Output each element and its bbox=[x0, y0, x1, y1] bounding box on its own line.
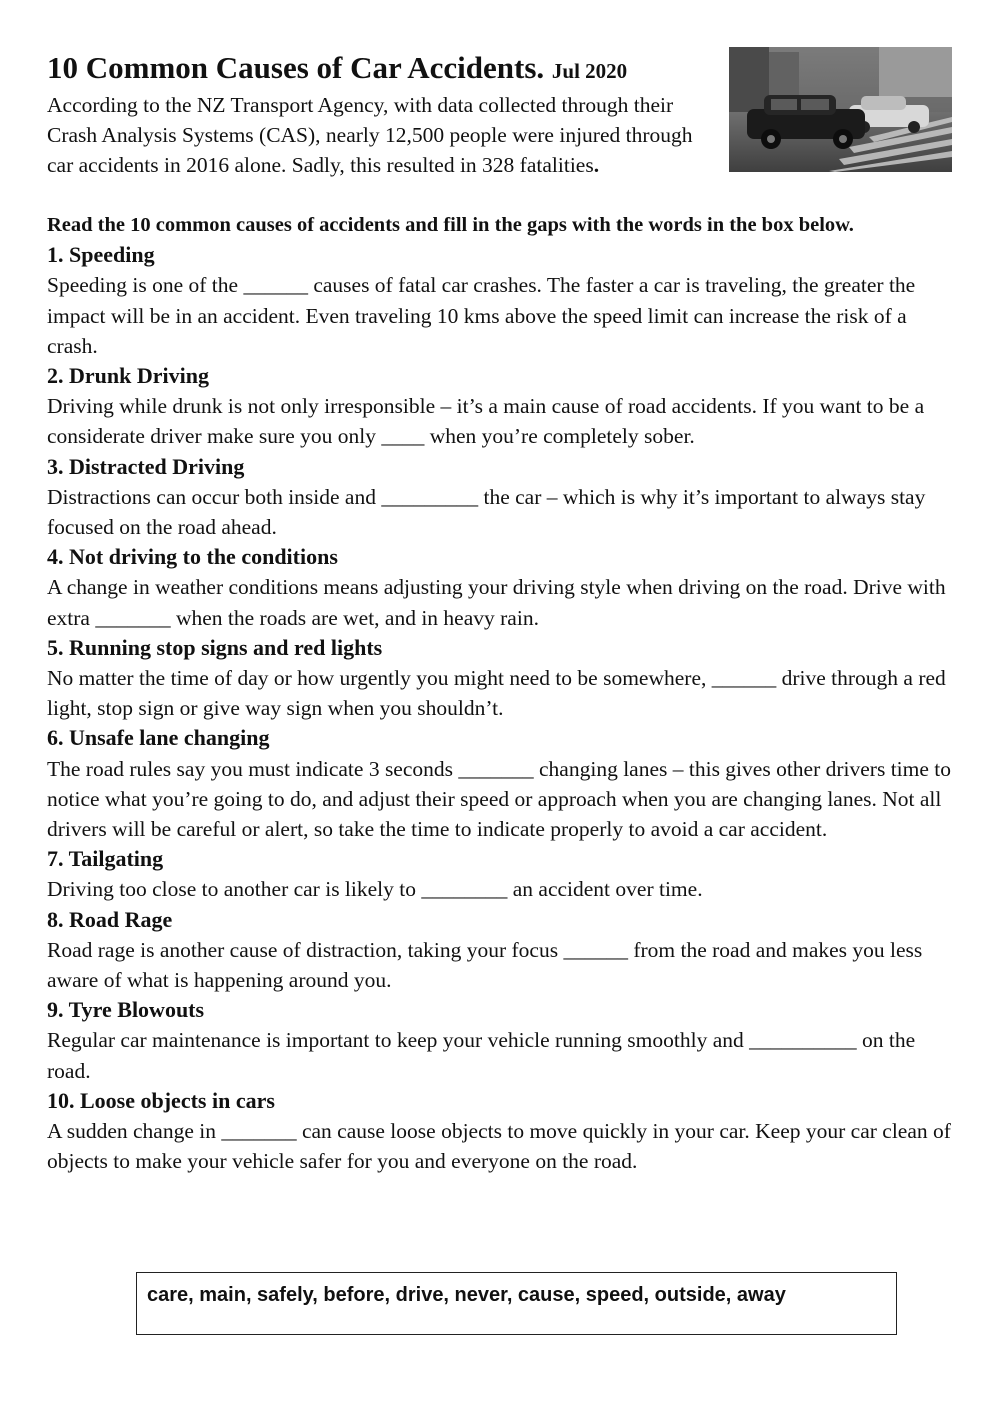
section-text: Road rage is another cause of distraction, taking your focus ______ from the road and makes you less aware of what is happening around you. bbox=[47, 937, 923, 993]
section-text: Driving while drunk is not only irresponsible – it’s a main cause of road accidents. If you want to be a considerate driver make sure you only ____ when you’re completely sober. bbox=[47, 394, 925, 449]
section-text: A change in weather conditions means adjusting your driving style when driving on the road. Drive with extra _______ when the roads are wet, and in heavy rain. bbox=[47, 575, 946, 630]
section-tailgating bbox=[47, 844, 962, 904]
section-heading: 4. Not driving to the conditions bbox=[47, 544, 338, 570]
section-heading: 5. Running stop signs and red lights bbox=[47, 634, 383, 660]
section-heading: 9. Tyre Blowouts bbox=[47, 997, 205, 1023]
section-text: Distractions can occur both inside and _________ the car – which is why it’s important to always stay focused on the road ahead. bbox=[47, 484, 926, 540]
page-title bbox=[47, 50, 707, 89]
section-stop-signs bbox=[47, 633, 962, 724]
word-bank-text: care, main, safely, before, drive, never, cause, speed, outside, away bbox=[147, 1284, 786, 1306]
instructions: Read the 10 common causes of accidents and fill in the gaps with the words in the box below. bbox=[47, 214, 854, 236]
section-speeding bbox=[47, 240, 962, 361]
section-conditions bbox=[47, 542, 962, 633]
section-heading: 10. Loose objects in cars bbox=[47, 1087, 275, 1113]
section-text: Driving too close to another car is likely to ________ an accident over time. bbox=[47, 877, 703, 902]
title-text: 10 Common Causes of Car Accidents. bbox=[47, 50, 545, 85]
section-heading: 6. Unsafe lane changing bbox=[47, 725, 270, 751]
section-tyre-blowouts bbox=[47, 995, 962, 1086]
section-text: No matter the time of day or how urgently you might need to be somewhere, ______ drive through a red light, stop sign or give way sign when you shouldn’t. bbox=[47, 666, 946, 721]
car-street-photo bbox=[729, 47, 952, 172]
intro-end: . bbox=[593, 153, 600, 178]
section-heading: 1. Speeding bbox=[47, 242, 155, 268]
intro-paragraph bbox=[47, 90, 717, 181]
section-text: A sudden change in _______ can cause loose objects to move quickly in your car. Keep your car clean of objects to make your vehicle safer for you and everyone on the road. bbox=[47, 1119, 951, 1174]
section-heading: 3. Distracted Driving bbox=[47, 453, 245, 479]
worksheet-body bbox=[47, 210, 962, 1177]
section-text: Regular car maintenance is important to keep your vehicle running smoothly and __________ on the road. bbox=[47, 1028, 916, 1083]
word-bank-box bbox=[136, 1272, 897, 1335]
section-drunk-driving bbox=[47, 361, 962, 452]
section-lane-changing bbox=[47, 723, 962, 844]
title-date: Jul 2020 bbox=[551, 59, 628, 83]
section-heading: 7. Tailgating bbox=[47, 846, 164, 872]
section-text: The road rules say you must indicate 3 seconds _______ changing lanes – this gives other drivers time to notice what you’re going to do, and adjust their speed or approach when you are changing lanes. Not all drivers will be careful or alert, so take the time to indicate properly to avoid a car accident. bbox=[47, 756, 952, 842]
section-heading: 8. Road Rage bbox=[47, 906, 173, 932]
section-distracted-driving bbox=[47, 452, 962, 543]
intro-text: According to the NZ Transport Agency, with data collected through their Crash Analysis Systems (CAS), nearly 12,500 people were injured through car accidents in 2016 alone. Sadly, this resulted in 328 fatalities bbox=[47, 93, 693, 178]
car-street-image bbox=[729, 47, 952, 172]
section-text: Speeding is one of the ______ causes of fatal car crashes. The faster a car is traveling, the greater the impact will be in an accident. Even traveling 10 kms above the speed limit can increase the risk of a crash. bbox=[47, 273, 916, 358]
section-road-rage bbox=[47, 905, 962, 996]
section-heading: 2. Drunk Driving bbox=[47, 363, 209, 389]
section-loose-objects bbox=[47, 1086, 962, 1177]
